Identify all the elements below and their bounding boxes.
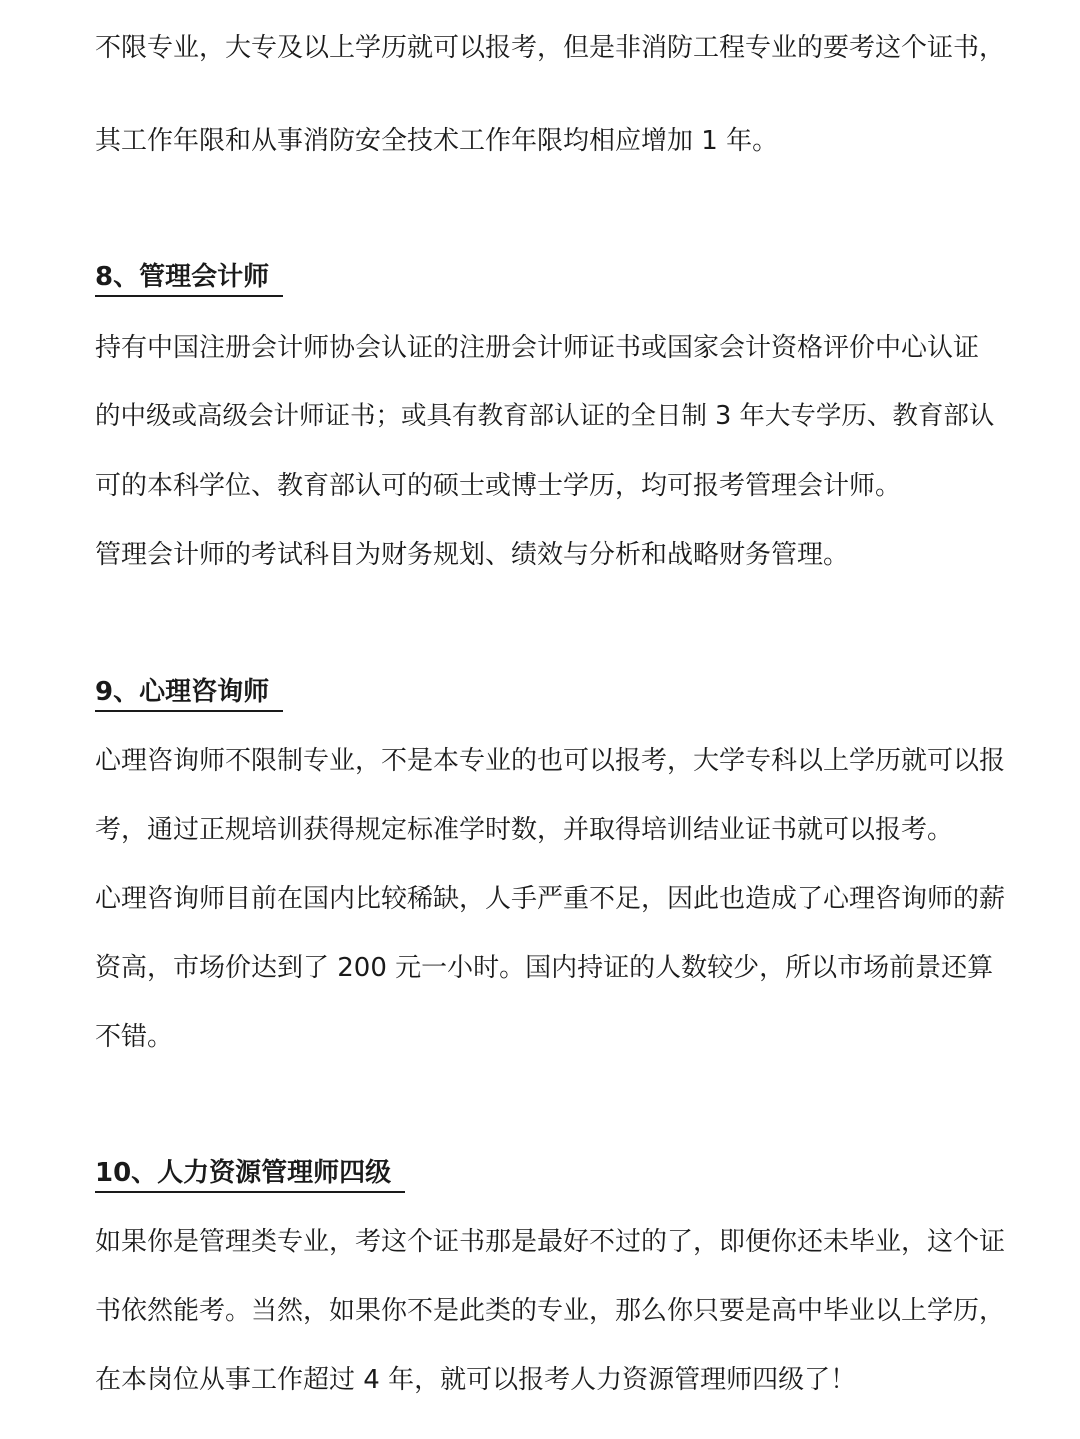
paragraph-line: 可的本科学位、教育部认可的硕士或博士学历，均可报考管理会计师。: [95, 471, 902, 501]
paragraph-line: 心理咨询师目前在国内比较稀缺，人手严重不足，因此也造成了心理咨询师的薪: [95, 884, 1006, 914]
paragraph-line: 其工作年限和从事消防安全技术工作年限均相应增加 1 年。: [95, 126, 779, 156]
section-heading-8: 8、管理会计师: [95, 259, 283, 297]
paragraph-line: 持有中国注册会计师协会认证的注册会计师证书或国家会计资格评价中心认证: [95, 333, 980, 363]
paragraph-line: 不限专业，大专及以上学历就可以报考，但是非消防工程专业的要考这个证书，: [95, 33, 1006, 63]
paragraph-line: 书依然能考。当然，如果你不是此类的专业，那么你只要是高中毕业以上学历，: [95, 1296, 1006, 1326]
paragraph-line: 如果你是管理类专业，考这个证书那是最好不过的了，即便你还未毕业，这个证: [95, 1227, 1006, 1257]
paragraph-line: 资高，市场价达到了 200 元一小时。国内持证的人数较少，所以市场前景还算: [95, 953, 994, 983]
paragraph-line: 考，通过正规培训获得规定标准学时数，并取得培训结业证书就可以报考。: [95, 815, 954, 845]
section-heading-9: 9、心理咨询师: [95, 674, 283, 712]
section-heading-10: 10、人力资源管理师四级: [95, 1155, 405, 1193]
paragraph-line: 的中级或高级会计师证书；或具有教育部认证的全日制 3 年大专学历、教育部认: [95, 401, 995, 431]
paragraph-line: 管理会计师的考试科目为财务规划、绩效与分析和战略财务管理。: [95, 540, 850, 570]
paragraph-line: 不错。: [95, 1022, 174, 1052]
paragraph-line: 心理咨询师不限制专业，不是本专业的也可以报考，大学专科以上学历就可以报: [95, 746, 1006, 776]
paragraph-line: 在本岗位从事工作超过 4 年，就可以报考人力资源管理师四级了！: [95, 1365, 857, 1395]
